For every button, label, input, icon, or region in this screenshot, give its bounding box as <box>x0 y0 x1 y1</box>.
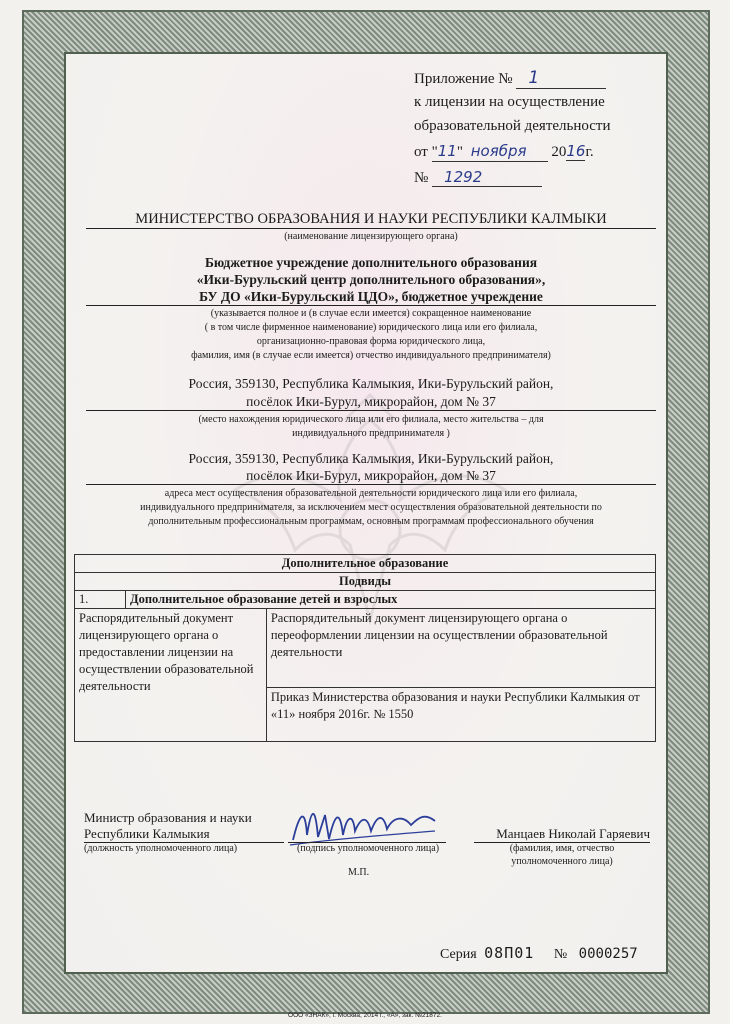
activity-caption1: адреса мест осуществления образовательной деятельности юридического лица или его филиала, <box>164 488 578 499</box>
signer-name-caption1: (фамилия, имя, отчество <box>509 843 615 854</box>
address-line1: Россия, 359130, Республика Калмыкия, Ики-Бурульский район, <box>188 376 554 391</box>
activity-caption2: индивидуального предпринимателя, за исключением мест осуществления образовательной деятельности по <box>140 502 602 513</box>
activity-address-line2: посёлок Ики-Бурул, микрорайон, дом № 37 <box>86 468 656 485</box>
ministry-name: МИНИСТЕРСТВО ОБРАЗОВАНИЯ И НАУКИ РЕСПУБЛИКИ КАЛМЫКИ <box>86 211 656 229</box>
table-subheader: Подвиды <box>75 573 656 591</box>
series-value: 08П01 <box>484 944 535 962</box>
signer-position-line1: Министр образования и науки <box>84 810 252 825</box>
org-line2: «Ики-Бурульский центр дополнительного образования», <box>196 272 546 287</box>
stamp-place: М.П. <box>348 867 370 878</box>
series-label: Серия <box>440 947 477 962</box>
org-caption4: фамилия, имя (в случае если имеется) отчество индивидуального предпринимателя) <box>191 350 551 361</box>
address-caption2: индивидуального предпринимателя ) <box>292 428 450 439</box>
activity-address-line1: Россия, 359130, Республика Калмыкия, Ики-Бурульский район, <box>188 451 554 466</box>
date-day: 11 <box>437 142 457 160</box>
address-caption1: (место нахождения юридического лица или его филиала, место жительства – для <box>198 414 544 425</box>
table-right-document: Распорядительный документ лицензирующего органа о переоформлении лицензии на осуществлении образовательной деятельности <box>266 609 655 688</box>
year-suffix: 16 <box>566 142 586 160</box>
ministry-caption: (наименование лицензирующего органа) <box>284 231 458 242</box>
year-prefix: 20 <box>551 144 567 160</box>
series-number: 0000257 <box>578 946 638 962</box>
series-no-label: № <box>553 947 568 962</box>
appendix-license-number-line <box>414 168 542 187</box>
appendix-date-line <box>414 142 594 162</box>
org-caption3: организационно-правовая форма юридического лица, <box>256 336 486 347</box>
printer-footer: ООО «ЗНАК», г. Москва, 2014 г., «А», зак. №21872. <box>288 1012 442 1019</box>
date-from-prefix: от <box>414 144 428 160</box>
series-line <box>440 944 638 963</box>
signer-name: Манцаев Николай Гаряевич <box>474 826 650 843</box>
table-order: Приказ Министерства образования и науки Республики Калмыкия от «11» ноября 2016г. № 1550 <box>266 687 655 741</box>
appendix-label: Приложение № <box>414 71 513 87</box>
table-row-number: 1. <box>75 591 126 609</box>
appendix-line3: образовательной деятельности <box>414 118 611 134</box>
appendix-number: 1 <box>516 68 606 89</box>
org-caption1: (указывается полное и (в случае если имеется) сокращенное наименование <box>210 308 532 319</box>
address-line2: посёлок Ики-Бурул, микрорайон, дом № 37 <box>86 394 656 411</box>
table-left-document: Распорядительный документ лицензирующего органа о предоставлении лицензии на осуществлении образовательной деятельности <box>75 609 267 742</box>
license-no-label: № <box>414 170 429 186</box>
table-row-title: Дополнительное образование детей и взрослых <box>126 591 656 609</box>
signer-position-caption: (должность уполномоченного лица) <box>84 843 238 854</box>
activity-caption3: дополнительным профессиональным программам, основным программам профессионального обучения <box>148 516 594 527</box>
appendix-label-line <box>414 68 606 89</box>
year-g: г. <box>585 144 594 160</box>
org-caption2: ( в том числе фирменное наименование) юридического лица или его филиала, <box>204 322 538 333</box>
appendix-line2: к лицензии на осуществление <box>414 94 605 110</box>
org-line3: БУ ДО «Ики-Бурульский ЦДО», бюджетное учреждение <box>86 289 656 306</box>
license-number: 1292 <box>432 168 542 187</box>
date-field: "11" ноября <box>432 142 548 162</box>
signer-name-caption2: уполномоченного лица) <box>511 856 613 867</box>
signer-position-line2: Республики Калмыкия <box>84 826 284 843</box>
org-line1: Бюджетное учреждение дополнительного образования <box>204 255 538 270</box>
signature-caption: (подпись уполномоченного лица) <box>296 843 440 854</box>
date-month: ноября <box>470 142 527 160</box>
license-table <box>74 554 656 742</box>
table-header: Дополнительное образование <box>75 555 656 573</box>
